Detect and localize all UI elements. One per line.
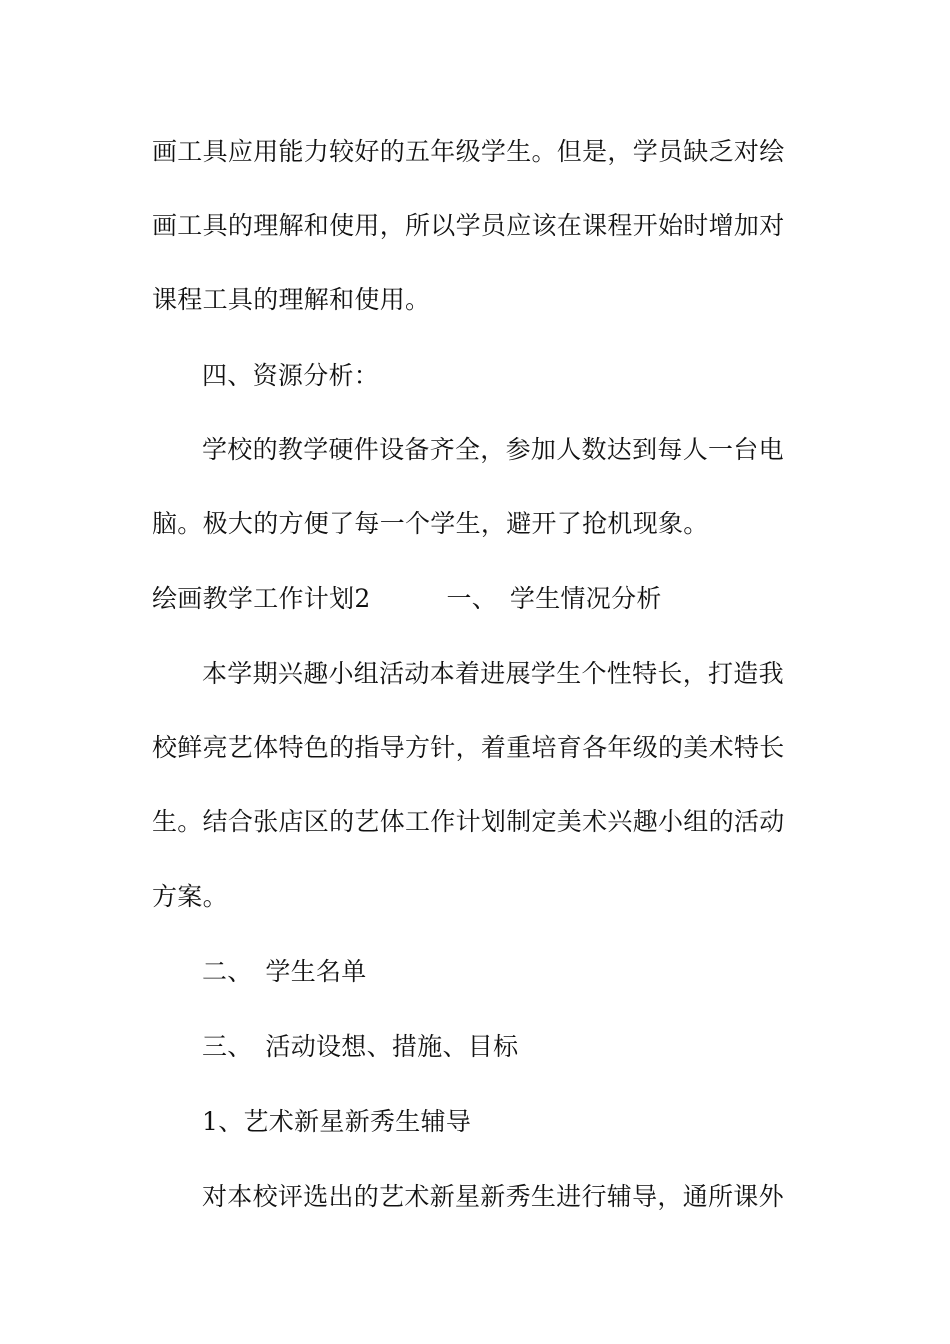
body-text-line: 课程工具的理解和使用。 <box>152 285 431 314</box>
body-text-line: 本学期兴趣小组活动本着进展学生个性特长，打造我 <box>202 659 784 688</box>
body-text-line: 方案。 <box>152 882 228 911</box>
body-text-line: 画工具应用能力较好的五年级学生。但是，学员缺乏对绘 <box>152 137 785 166</box>
body-text-line: 脑。极大的方便了每一个学生，避开了抢机现象。 <box>152 509 709 538</box>
document-title-line: 绘画教学工作计划2 一、 学生情况分析 <box>152 584 662 613</box>
body-text-line: 对本校评选出的艺术新星新秀生进行辅导，通所课外 <box>202 1182 784 1211</box>
section-heading: 三、 活动设想、措施、目标 <box>202 1032 519 1061</box>
subsection-heading: 1、艺术新星新秀生辅导 <box>202 1107 472 1136</box>
section-heading: 二、 学生名单 <box>202 957 367 986</box>
section-heading: 四、资源分析： <box>202 361 380 390</box>
body-text-line: 学校的教学硬件设备齐全，参加人数达到每人一台电 <box>202 435 784 464</box>
body-text-line: 校鲜亮艺体特色的指导方针，着重培育各年级的美术特长 <box>152 733 785 762</box>
body-text-line: 生。结合张店区的艺体工作计划制定美术兴趣小组的活动 <box>152 807 785 836</box>
body-text-line: 画工具的理解和使用，所以学员应该在课程开始时增加对 <box>152 211 785 240</box>
